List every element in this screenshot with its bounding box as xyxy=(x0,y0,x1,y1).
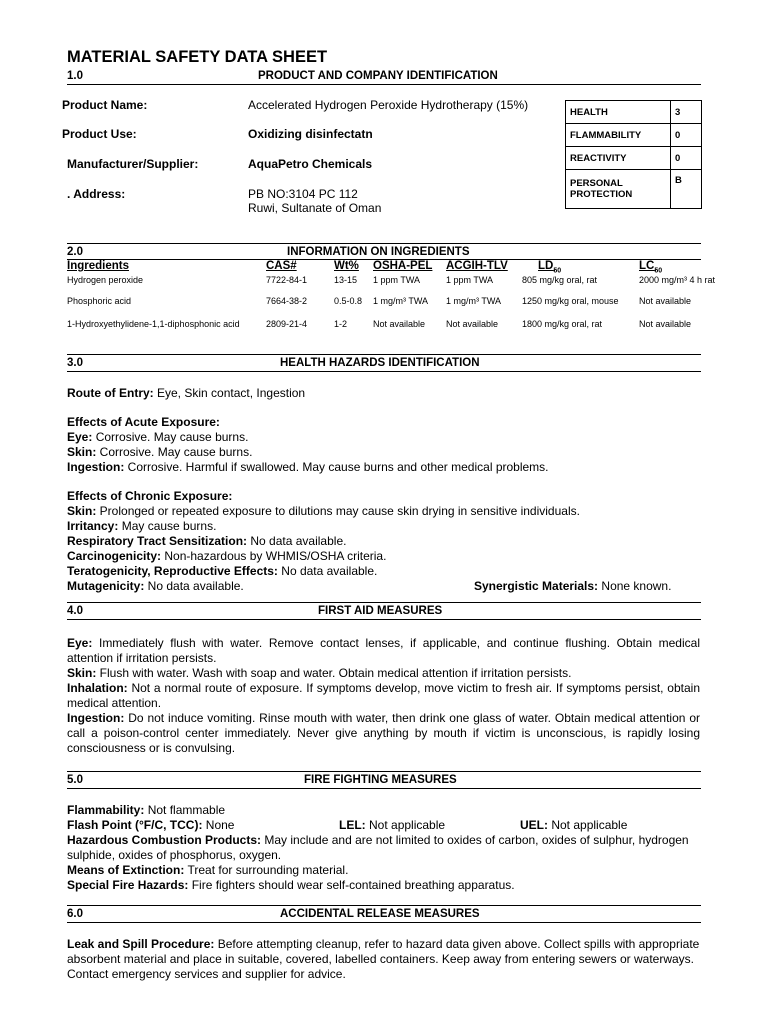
address-line-2: Ruwi, Sultanate of Oman xyxy=(248,201,382,215)
section-2-number: 2.0 xyxy=(67,246,83,258)
ingredient-cas: 2809-21-4 xyxy=(266,319,308,329)
section-3-number: 3.0 xyxy=(67,357,83,369)
section-4-rule xyxy=(67,619,701,620)
fire-fighting-body xyxy=(67,803,700,893)
product-name-value: Accelerated Hydrogen Peroxide Hydrotherapy (15%) xyxy=(248,98,529,112)
ingredient-name: Phosphoric acid xyxy=(67,296,132,306)
ingredient-wt: 1-2 xyxy=(334,319,348,329)
acute-eye: Eye: Corrosive. May cause burns. xyxy=(67,430,249,444)
accidental-release-body xyxy=(67,937,700,982)
uel: UEL: Not applicable xyxy=(520,818,628,832)
ingredient-ld50: 805 mg/kg oral, rat xyxy=(522,275,598,285)
hazard-label: FLAMMABILITY xyxy=(566,124,671,147)
irritancy: Irritancy: May cause burns. xyxy=(67,519,217,533)
hazard-label: PERSONAL PROTECTION xyxy=(566,170,671,209)
lc-subscript: 50 xyxy=(654,267,663,275)
first-aid-inhalation: Inhalation: Not a normal route of exposure. If symptoms develop, move victim to fresh air. If symptoms persist, obtain medical attention. xyxy=(67,681,700,710)
ingredient-cas: 7722-84-1 xyxy=(266,275,308,285)
col-header-acgih: ACGIH-TLV xyxy=(446,260,508,272)
document-title: MATERIAL SAFETY DATA SHEET xyxy=(67,48,328,66)
teratogenicity: Teratogenicity, Reproductive Effects: No data available. xyxy=(67,564,378,578)
address-label: . Address: xyxy=(67,187,126,201)
product-use-value: Oxidizing disinfectatn xyxy=(248,127,373,141)
chronic-heading: Effects of Chronic Exposure: xyxy=(67,489,233,503)
ingredient-osha: 1 mg/m³ TWA xyxy=(373,296,429,306)
lel: LEL: Not applicable xyxy=(339,818,446,832)
section-6-title: ACCIDENTAL RELEASE MEASURES xyxy=(280,908,480,920)
first-aid-ingestion: Ingestion: Do not induce vomiting. Rinse mouth with water, then drink one glass of water. Obtain medical attention or call a poison-control center immediately. Never give anything by mouth if victim is unconscious, is rapidly losing consciousness or is convulsing. xyxy=(67,711,700,755)
ld-label: LD xyxy=(538,260,554,272)
col-header-cas: CAS# xyxy=(266,260,297,272)
section-2-title: INFORMATION ON INGREDIENTS xyxy=(287,246,470,258)
chronic-skin: Skin: Prolonged or repeated exposure to dilutions may cause skin drying in sensitive individuals. xyxy=(67,504,580,518)
section-6-number: 6.0 xyxy=(67,908,83,920)
section-4-title: FIRST AID MEASURES xyxy=(318,605,443,617)
ingredient-acgih: Not available xyxy=(446,319,499,329)
section-4-top-rule xyxy=(67,602,701,603)
section-3-title: HEALTH HAZARDS IDENTIFICATION xyxy=(280,357,480,369)
ingredient-cas: 7664-38-2 xyxy=(266,296,308,306)
hazard-value: B xyxy=(671,170,702,209)
section-6-rule xyxy=(67,922,701,923)
col-header-wt: Wt% xyxy=(334,260,359,272)
manufacturer-value: AquaPetro Chemicals xyxy=(248,157,373,171)
col-header-ld50 xyxy=(538,260,561,274)
ingredient-ld50: 1250 mg/kg oral, mouse xyxy=(522,296,619,306)
section-5-top-rule xyxy=(67,771,701,772)
carcinogenicity: Carcinogenicity: Non-hazardous by WHMIS/OSHA criteria. xyxy=(67,549,387,563)
synergistic-materials: Synergistic Materials: None known. xyxy=(474,579,672,593)
section-6-top-rule xyxy=(67,905,701,906)
hazardous-combustion-products: Hazardous Combustion Products: May include and are not limited to oxides of carbon, oxides of sulphur, hydrogen sulphide, oxides of phosphorus, oxygen. xyxy=(67,833,689,862)
hazard-rating-table xyxy=(565,100,702,209)
ingredient-lc50: 2000 mg/m³ 4 h rat xyxy=(639,275,716,285)
ingredient-osha: Not available xyxy=(373,319,426,329)
ingredient-name: 1-Hydroxyethylidene-1,1-diphosphonic acid xyxy=(67,319,240,329)
mutagenicity: Mutagenicity: No data available. Synergistic Materials: None known. xyxy=(67,579,672,593)
flammability: Flammability: Not flammable xyxy=(67,803,226,817)
manufacturer-label: Manufacturer/Supplier: xyxy=(67,157,199,171)
ingredient-acgih: 1 ppm TWA xyxy=(446,275,494,285)
lc-label: LC xyxy=(639,260,655,272)
col-header-lc50 xyxy=(639,260,662,274)
first-aid-eye: Eye: Immediately flush with water. Remove contact lenses, if applicable, and continue flushing. Obtain medical attention if irritation persists. xyxy=(67,636,700,665)
hazard-value: 0 xyxy=(671,147,702,170)
first-aid-body xyxy=(67,636,700,756)
health-hazards-body xyxy=(67,386,700,594)
section-5-rule xyxy=(67,788,701,789)
section-3-rule xyxy=(67,371,701,372)
product-use-label: Product Use: xyxy=(62,127,137,141)
section-2-top-rule xyxy=(67,243,701,244)
acute-heading: Effects of Acute Exposure: xyxy=(67,415,220,429)
acute-ingestion: Ingestion: Corrosive. Harmful if swallowed. May cause burns and other medical problems. xyxy=(67,460,549,474)
means-of-extinction: Means of Extinction: Treat for surrounding material. xyxy=(67,863,349,877)
ingredient-acgih: 1 mg/m³ TWA xyxy=(446,296,502,306)
hazard-label: REACTIVITY xyxy=(566,147,671,170)
flash-point: Flash Point (°F/C, TCC): None LEL: Not applicable UEL: Not applicable xyxy=(67,818,628,832)
hazard-row xyxy=(566,170,702,209)
hazard-label: HEALTH xyxy=(566,101,671,124)
route-of-entry: Route of Entry: Eye, Skin contact, Ingestion xyxy=(67,386,306,400)
section-5-title: FIRE FIGHTING MEASURES xyxy=(304,774,457,786)
ingredient-osha: 1 ppm TWA xyxy=(373,275,421,285)
hazard-value: 3 xyxy=(671,101,702,124)
ingredient-name: Hydrogen peroxide xyxy=(67,275,144,285)
respiratory-sensitization: Respiratory Tract Sensitization: No data available. xyxy=(67,534,347,548)
special-fire-hazards: Special Fire Hazards: Fire fighters should wear self-contained breathing apparatus. xyxy=(67,878,515,892)
first-aid-skin: Skin: Flush with water. Wash with soap and water. Obtain medical attention if irritation persists. xyxy=(67,666,572,680)
hazard-value: 0 xyxy=(671,124,702,147)
section-1-title: PRODUCT AND COMPANY IDENTIFICATION xyxy=(258,70,498,82)
ld-subscript: 50 xyxy=(553,267,562,275)
hazard-row xyxy=(566,124,702,147)
section-1-number: 1.0 xyxy=(67,70,83,82)
section-3-top-rule xyxy=(67,354,701,355)
hazard-row xyxy=(566,101,702,124)
ingredient-wt: 0.5-0.8 xyxy=(334,296,363,306)
section-5-number: 5.0 xyxy=(67,774,83,786)
ingredient-wt: 13-15 xyxy=(334,275,358,285)
section-4-number: 4.0 xyxy=(67,605,83,617)
section-1-rule xyxy=(67,84,701,85)
address-line-1: PB NO:3104 PC 112 xyxy=(248,187,358,201)
ingredient-lc50: Not available xyxy=(639,296,692,306)
leak-spill-procedure: Leak and Spill Procedure: Before attempting cleanup, refer to hazard data given above. Collect spills with appropriate absorbent material and place in suitable, covered, labelled containers. Keep away from entering sewers or waterways. Contact emergency services and supplier for advice. xyxy=(67,937,700,981)
product-name-label: Product Name: xyxy=(62,98,148,112)
col-header-osha: OSHA-PEL xyxy=(373,260,433,272)
hazard-row xyxy=(566,147,702,170)
acute-skin: Skin: Corrosive. May cause burns. xyxy=(67,445,253,459)
ingredient-ld50: 1800 mg/kg oral, rat xyxy=(522,319,603,329)
ingredient-lc50: Not available xyxy=(639,319,692,329)
col-header-ingredients: Ingredients xyxy=(67,260,129,272)
